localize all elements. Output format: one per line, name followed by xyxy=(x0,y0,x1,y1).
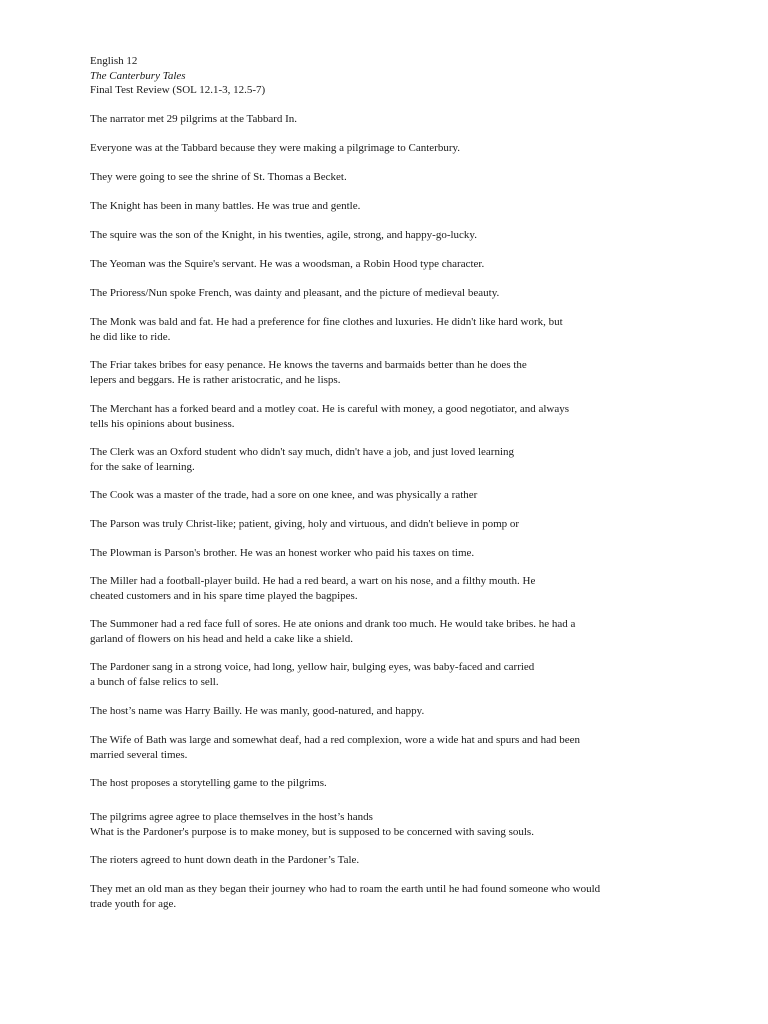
document-page xyxy=(90,54,710,910)
review-paragraph xyxy=(90,315,563,344)
review-paragraph xyxy=(90,853,359,868)
paragraph-line: The Yeoman was the Squire's servant. He was a woodsman, a Robin Hood type character. xyxy=(90,258,485,270)
paragraph-line: The Pardoner sang in a strong voice, had long, yellow hair, bulging eyes, was baby-faced and carried xyxy=(90,661,535,673)
paragraph-line: The squire was the son of the Knight, in his twenties, agile, strong, and happy-go-lucky. xyxy=(90,229,477,241)
paragraph-line: The Friar takes bribes for easy penance. He knows the taverns and barmaids better than he does the xyxy=(90,359,527,371)
paragraph-line: What is the Pardoner's purpose is to make money, but is supposed to be concerned with saving souls. xyxy=(90,825,534,838)
review-paragraph xyxy=(90,733,580,762)
paragraph-line: he did like to ride. xyxy=(90,330,171,343)
paragraph-line: The Summoner had a red face full of sores. He ate onions and drank too much. He would take bribes. he had a xyxy=(90,618,576,630)
paragraph-line: a bunch of false relics to sell. xyxy=(90,675,219,688)
review-paragraph xyxy=(90,228,477,243)
review-paragraph xyxy=(90,660,534,689)
paragraph-line: The Knight has been in many battles. He was true and gentle. xyxy=(90,200,361,212)
work-title: The Canterbury Tales xyxy=(90,69,186,82)
review-paragraph xyxy=(90,170,347,185)
paragraph-line: trade youth for age. xyxy=(90,897,177,910)
paragraph-line: The Merchant has a forked beard and a motley coat. He is careful with money, a good negotiator, and always xyxy=(90,403,570,415)
paragraph-line: The host’s name was Harry Bailly. He was manly, good-natured, and happy. xyxy=(90,705,425,717)
paragraph-line: tells his opinions about business. xyxy=(90,417,235,430)
review-paragraph xyxy=(90,286,499,301)
review-paragraph xyxy=(90,199,360,214)
paragraph-line: The Monk was bald and fat. He had a preference for fine clothes and luxuries. He didn't like hard work, but xyxy=(90,316,563,328)
review-paragraph xyxy=(90,617,575,646)
paragraph-line: The pilgrims agree agree to place themselves in the host’s hands xyxy=(90,811,373,823)
paragraph-line: They met an old man as they began their journey who had to roam the earth until he had found someone who would xyxy=(90,883,601,895)
review-paragraph xyxy=(90,704,424,719)
paragraph-line: The Cook was a master of the trade, had a sore on one knee, and was physically a rather xyxy=(90,489,478,501)
paragraph-line: for the sake of learning. xyxy=(90,460,195,473)
paragraph-line: married several times. xyxy=(90,748,188,761)
review-paragraph xyxy=(90,546,474,561)
paragraph-line: lepers and beggars. He is rather aristocratic, and he lisps. xyxy=(90,373,341,386)
paragraph-line: The Wife of Bath was large and somewhat deaf, had a red complexion, wore a wide hat and spurs and had been xyxy=(90,734,581,746)
review-paragraph xyxy=(90,402,569,431)
paragraph-line: Everyone was at the Tabbard because they were making a pilgrimage to Canterbury. xyxy=(90,142,461,154)
paragraph-line: The Miller had a football-player build. He had a red beard, a wart on his nose, and a filthy mouth. He xyxy=(90,575,536,587)
review-paragraph xyxy=(90,141,460,156)
paragraph-line: They were going to see the shrine of St. Thomas a Becket. xyxy=(90,171,347,183)
paragraph-line: The rioters agreed to hunt down death in the Pardoner’s Tale. xyxy=(90,854,360,866)
review-paragraph xyxy=(90,358,527,387)
paragraph-line: The Plowman is Parson's brother. He was an honest worker who paid his taxes on time. xyxy=(90,547,475,559)
paragraph-line: garland of flowers on his head and held a cake like a shield. xyxy=(90,632,353,645)
paragraph-line: The Clerk was an Oxford student who didn't say much, didn't have a job, and just loved learning xyxy=(90,446,515,458)
review-paragraph xyxy=(90,445,514,474)
review-paragraph xyxy=(90,574,535,603)
review-paragraph xyxy=(90,488,477,503)
review-paragraph xyxy=(90,882,600,911)
paragraph-line: The Prioress/Nun spoke French, was dainty and pleasant, and the picture of medieval beauty. xyxy=(90,287,500,299)
paragraph-line: The Parson was truly Christ-like; patient, giving, holy and virtuous, and didn't believe in pomp or xyxy=(90,518,520,530)
review-paragraph xyxy=(90,517,519,532)
review-paragraph xyxy=(90,776,327,791)
review-subtitle: Final Test Review (SOL 12.1-3, 12.5-7) xyxy=(90,84,266,96)
review-paragraph xyxy=(90,810,534,839)
document-header xyxy=(90,54,710,98)
course-name: English 12 xyxy=(90,55,138,67)
paragraph-line: The host proposes a storytelling game to the pilgrims. xyxy=(90,777,327,789)
review-paragraph xyxy=(90,112,297,127)
paragraph-line: The narrator met 29 pilgrims at the Tabbard In. xyxy=(90,113,298,125)
paragraph-line: cheated customers and in his spare time played the bagpipes. xyxy=(90,589,358,602)
review-paragraph xyxy=(90,257,484,272)
